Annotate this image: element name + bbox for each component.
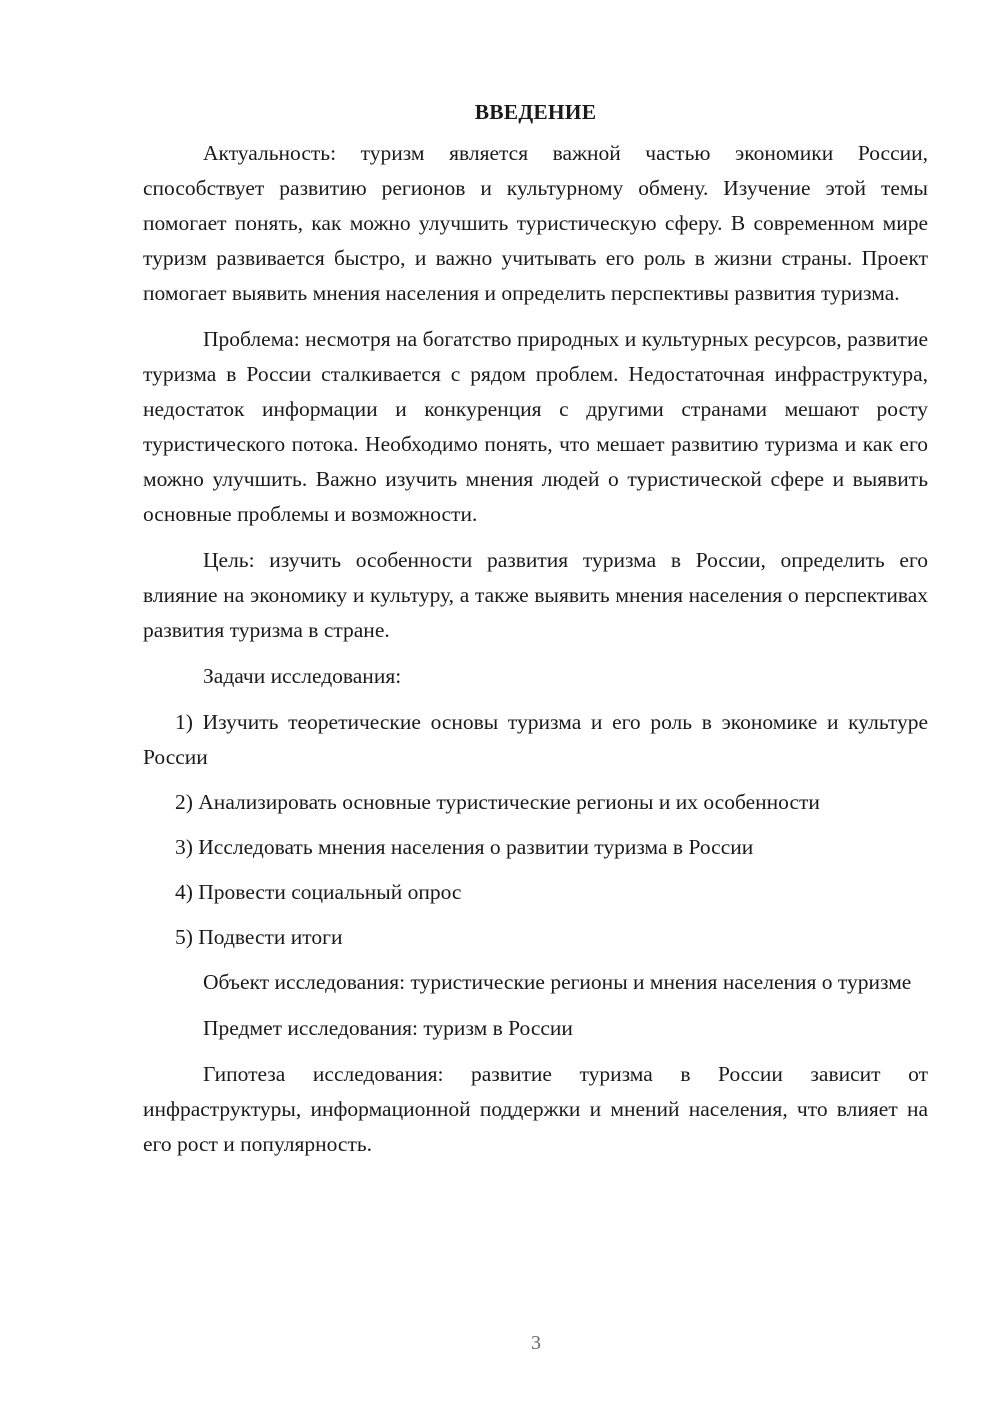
paragraph-goal: Цель: изучить особенности развития туризма в России, определить его влияние на экономику и культуру, а также выявить мнения населения о перспективах развития туризма в стране. — [143, 548, 928, 642]
page-title: ВВЕДЕНИЕ — [474, 100, 597, 124]
paragraph-hypothesis: Гипотеза исследования: развитие туризма в России зависит от инфраструктуры, информационной поддержки и мнений населения, что влияет на его рост и популярность. — [143, 1062, 928, 1156]
paragraph-relevance: Актуальность: туризм является важной частью экономики России, способствует развитию регионов и культурному обмену. Изучение этой темы помогает понять, как можно улучшить туристическую сферу. В современном мире туризм развивается быстро, и важно учитывать его роль в жизни страны. Проект помогает выявить мнения населения и определить перспективы развития туризма. — [143, 141, 928, 305]
tasks-heading: Задачи исследования: — [203, 664, 402, 688]
list-item: 1) Изучить теоретические основы туризма и его роль в экономике и культуре России — [143, 710, 928, 769]
paragraph-object: Объект исследования: туристические регионы и мнения населения о туризме — [203, 970, 912, 994]
document-page — [143, 95, 928, 1173]
paragraph-subject: Предмет исследования: туризм в России — [203, 1016, 573, 1040]
paragraph-problem: Проблема: несмотря на богатство природных и культурных ресурсов, развитие туризма в России сталкивается с рядом проблем. Недостаточная инфраструктура, недостаток информации и конкуренция с другими странами мешают росту туристического потока. Необходимо понять, что мешает развитию туризма и как его можно улучшить. Важно изучить мнения людей о туристической сфере и выявить основные проблемы и возможности. — [143, 327, 928, 526]
list-item: 2) Анализировать основные туристические регионы и их особенности — [175, 790, 820, 814]
list-item: 4) Провести социальный опрос — [175, 880, 462, 904]
list-item: 5) Подвести итоги — [175, 925, 343, 949]
page-number: 3 — [531, 1332, 541, 1354]
tasks-list — [143, 705, 928, 955]
list-item: 3) Исследовать мнения населения о развитии туризма в России — [175, 835, 754, 859]
